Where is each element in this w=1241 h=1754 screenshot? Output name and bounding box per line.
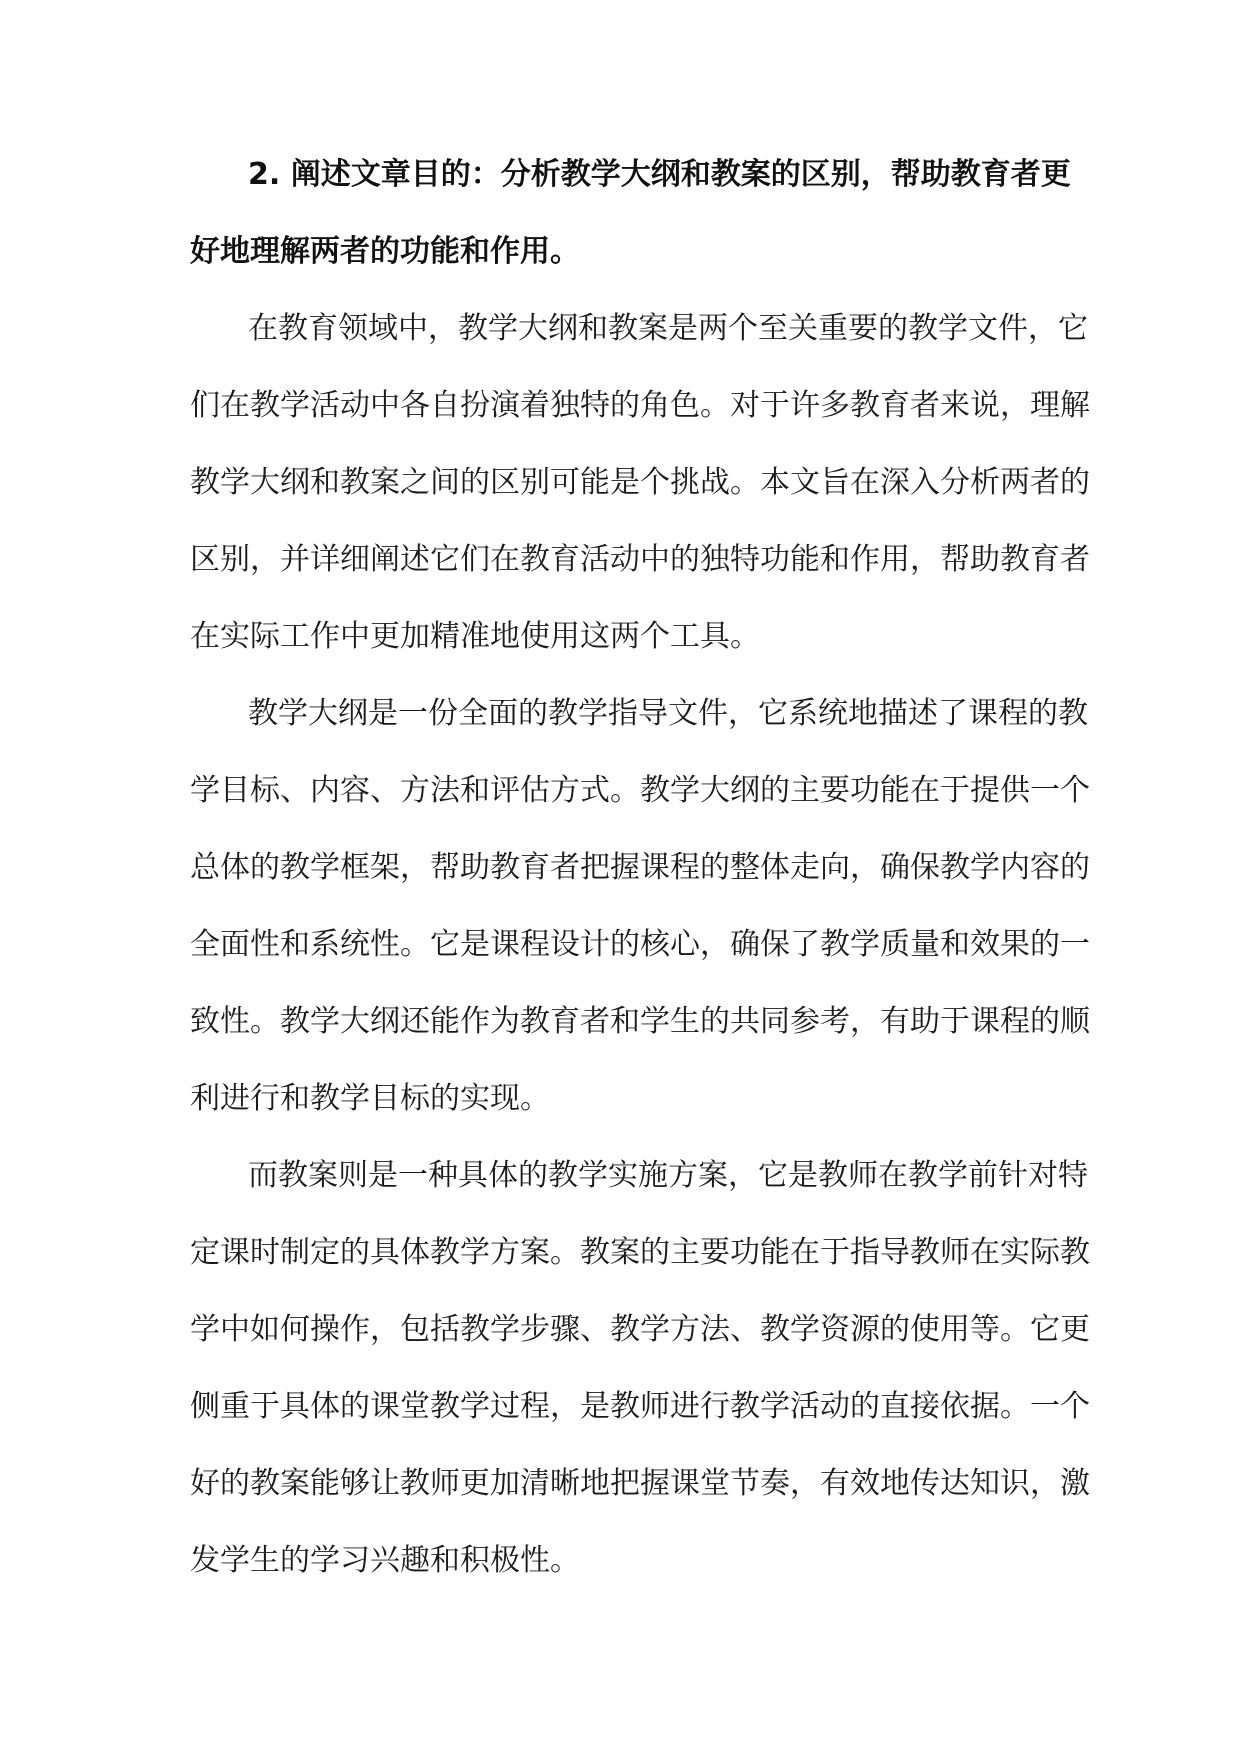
paragraph-lesson-plan xyxy=(190,1151,1090,1613)
paragraph-line: 学目标、内容、方法和评估方式。教学大纲的主要功能在于提供一个 xyxy=(190,773,1090,808)
paragraph-line: 全面性和系统性。它是课程设计的核心，确保了教学质量和效果的一 xyxy=(190,927,1090,962)
heading-line: 好地理解两者的功能和作用。 xyxy=(190,234,580,269)
paragraph-line: 定课时制定的具体教学方案。教案的主要功能在于指导教师在实际教 xyxy=(190,1235,1090,1270)
paragraph-line: 总体的教学框架，帮助教育者把握课程的整体走向，确保教学内容的 xyxy=(190,850,1090,885)
document-body xyxy=(190,150,1090,1613)
paragraph-line: 教学大纲和教案之间的区别可能是个挑战。本文旨在深入分析两者的 xyxy=(190,465,1090,500)
paragraph-line: 好的教案能够让教师更加清晰地把握课堂节奏，有效地传达知识，激 xyxy=(190,1466,1090,1501)
paragraph-line: 致性。教学大纲还能作为教育者和学生的共同参考，有助于课程的顺 xyxy=(190,1004,1090,1039)
paragraph-line: 区别，并详细阐述它们在教育活动中的独特功能和作用，帮助教育者 xyxy=(190,542,1090,577)
paragraph-line: 而教案则是一种具体的教学实施方案，它是教师在教学前针对特 xyxy=(248,1158,1088,1193)
paragraph-intro xyxy=(190,304,1090,689)
paragraph-line: 侧重于具体的课堂教学过程，是教师进行教学活动的直接依据。一个 xyxy=(190,1389,1090,1424)
paragraph-line: 学中如何操作，包括教学步骤、教学方法、教学资源的使用等。它更 xyxy=(190,1312,1090,1347)
paragraph-line: 利进行和教学目标的实现。 xyxy=(190,1081,550,1116)
paragraph-line: 教学大纲是一份全面的教学指导文件，它系统地描述了课程的教 xyxy=(248,696,1088,731)
paragraph-line: 在实际工作中更加精准地使用这两个工具。 xyxy=(190,619,760,654)
paragraph-line: 在教育领域中，教学大纲和教案是两个至关重要的教学文件，它 xyxy=(248,311,1088,346)
section-heading xyxy=(190,150,1071,304)
paragraph-line: 们在教学活动中各自扮演着独特的角色。对于许多教育者来说，理解 xyxy=(190,388,1090,423)
paragraph-syllabus xyxy=(190,689,1090,1151)
heading-line: 2. 阐述文章目的：分析教学大纲和教案的区别，帮助教育者更 xyxy=(248,157,1071,192)
paragraph-line: 发学生的学习兴趣和积极性。 xyxy=(190,1543,580,1578)
